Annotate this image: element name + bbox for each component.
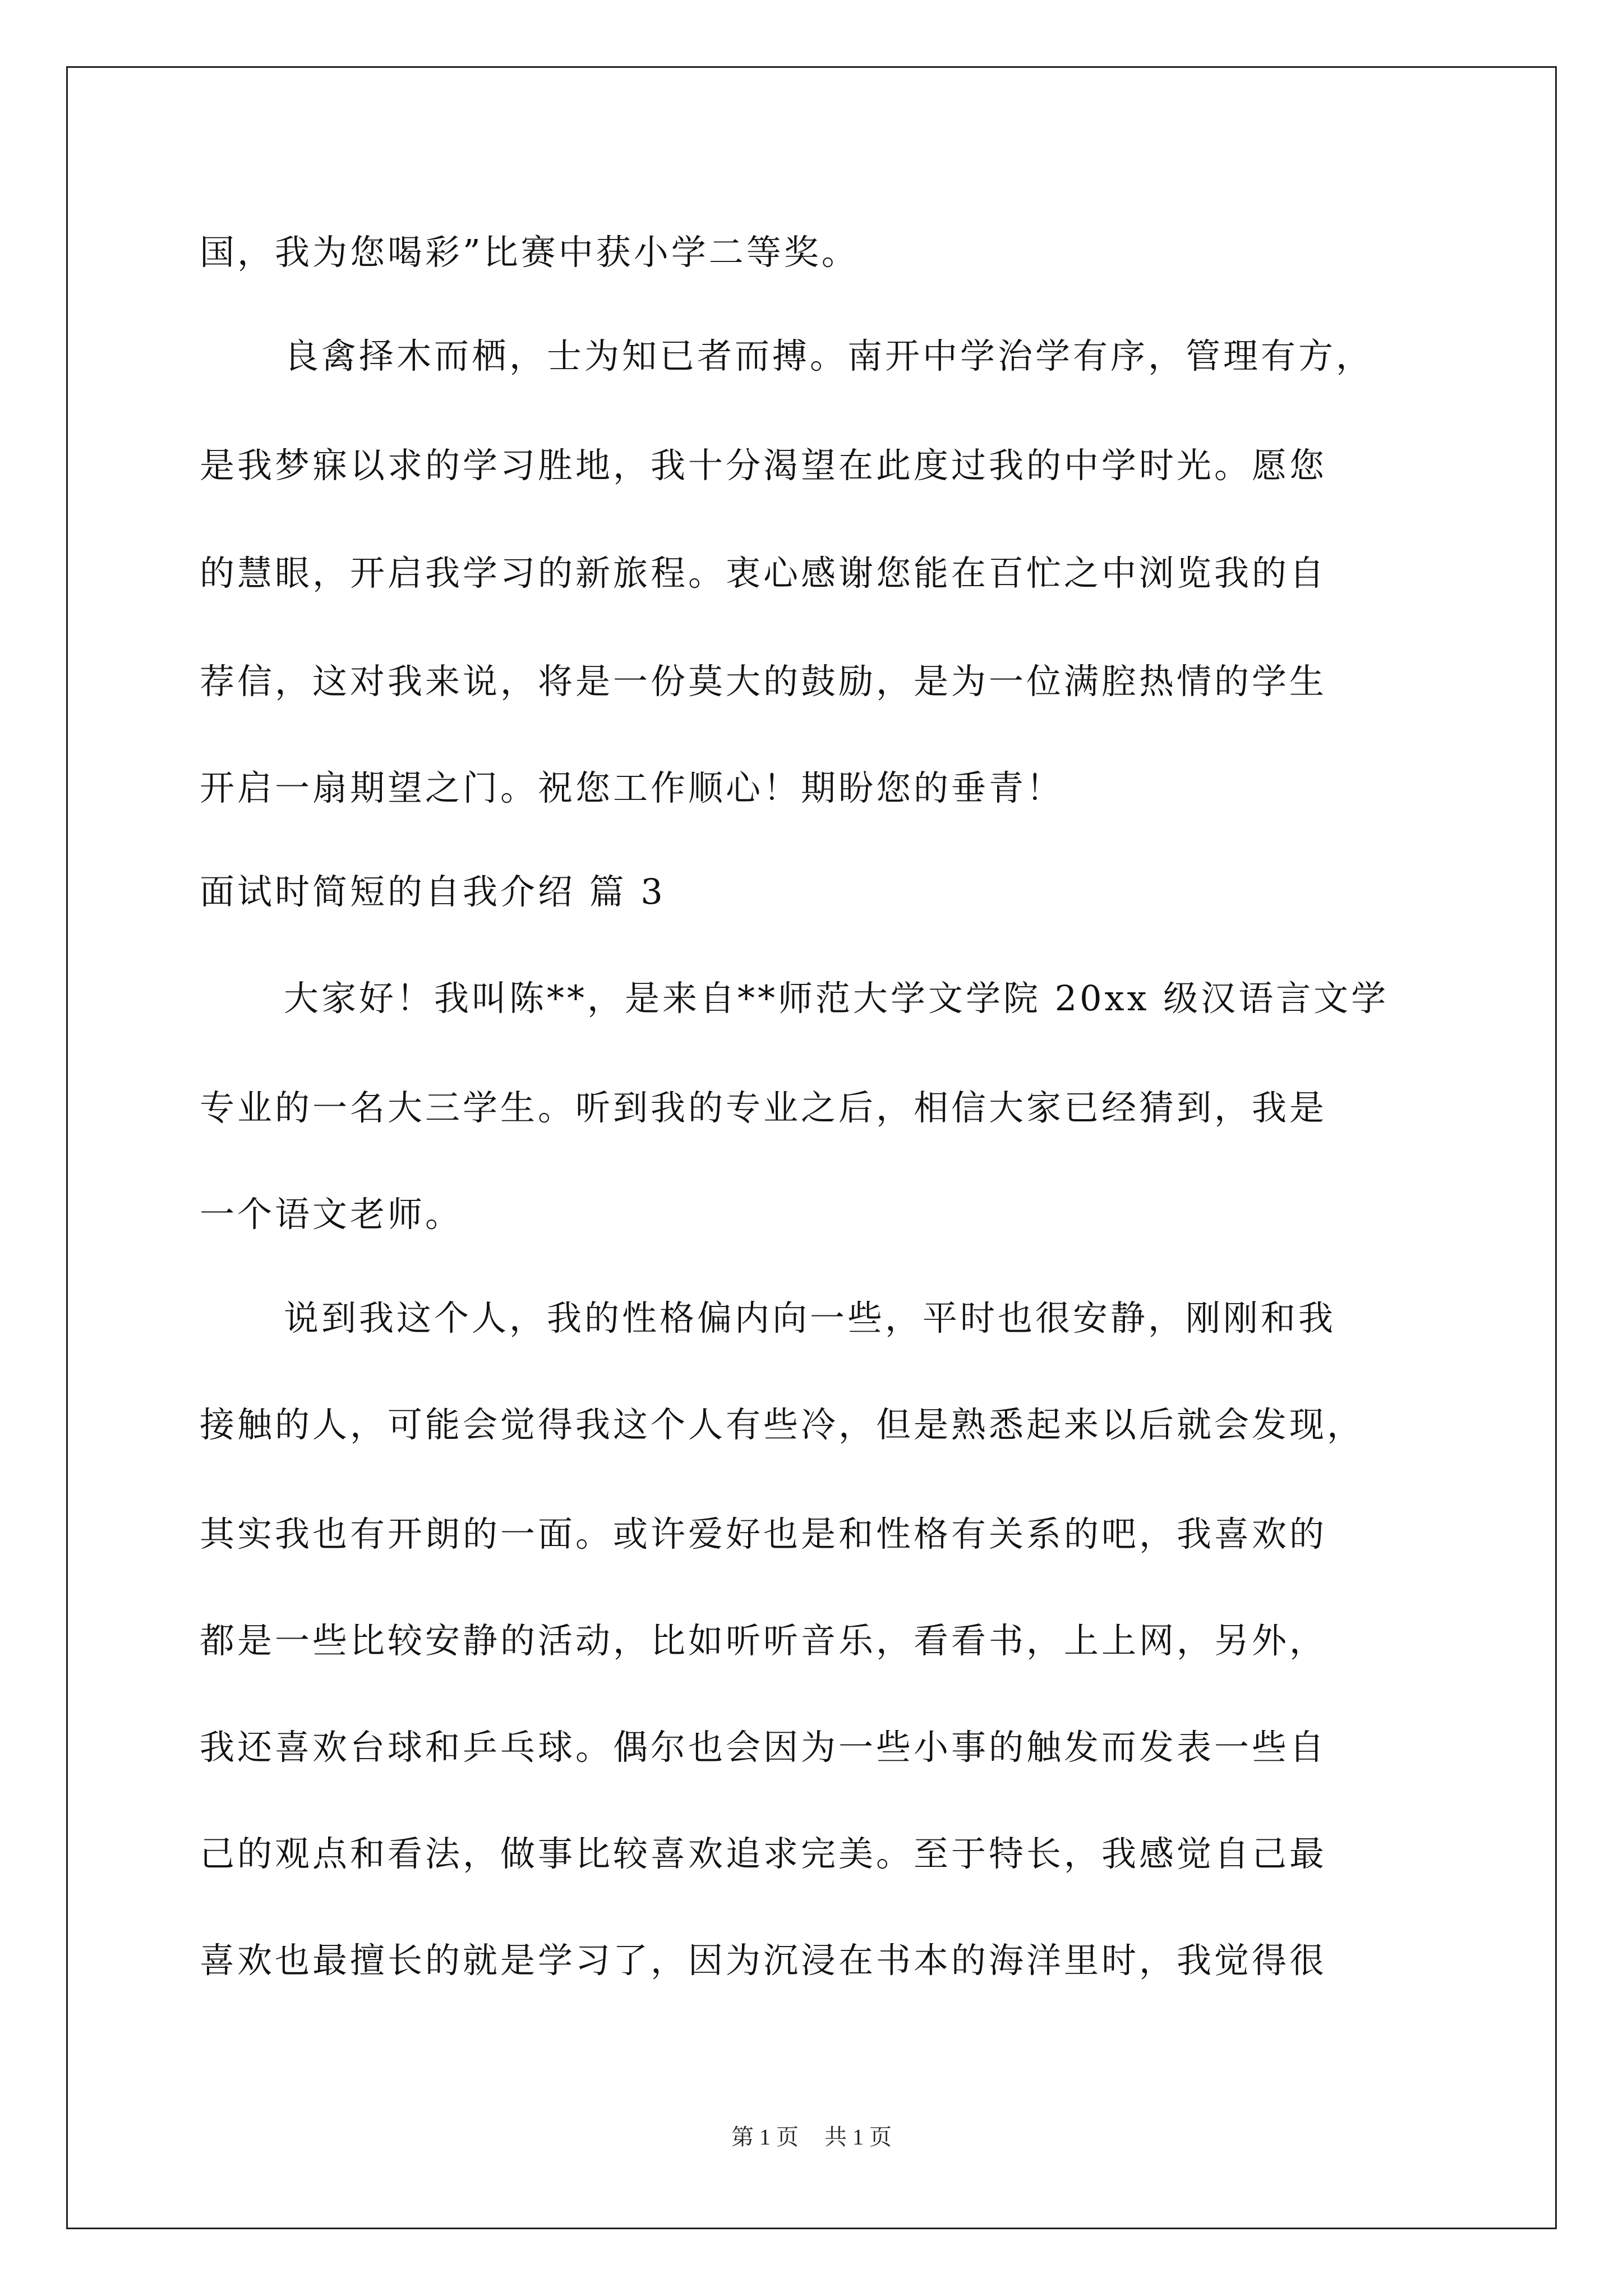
text-line: 都是一些比较安静的活动，比如听听音乐，看看书，上上网，另外， [200,1620,1327,1661]
text-line: 一个语文老师。 [200,1194,463,1235]
page-number: 第 1 页 [731,2124,799,2150]
text-line: 荐信，这对我来说，将是一份莫大的鼓励，是为一位满腔热情的学生 [200,661,1327,702]
text-line: 其实我也有开朗的一面。或许爱好也是和性格有关系的吧，我喜欢的 [200,1513,1327,1554]
paragraph-start: 良禽择木而栖，士为知已者而搏。南开中学治学有序，管理有方， [284,335,1374,376]
paragraph-start: 说到我这个人，我的性格偏内向一些，平时也很安静，刚刚和我 [284,1297,1336,1338]
text-line: 国，我为您喝彩”比赛中获小学二等奖。 [200,232,859,273]
page-border [66,66,1557,2229]
text-line: 专业的一名大三学生。听到我的专业之后，相信大家已经猜到，我是 [200,1087,1327,1128]
text-line: 的慧眼，开启我学习的新旅程。衷心感谢您能在百忙之中浏览我的自 [200,553,1327,593]
text-line: 己的观点和看法，做事比较喜欢追求完美。至于特长，我感觉自己最 [200,1833,1327,1874]
text-line: 喜欢也最擅长的就是学习了，因为沉浸在书本的海洋里时，我觉得很 [200,1940,1327,1981]
text-line: 开启一扇期望之门。祝您工作顺心！期盼您的垂青！ [200,767,1064,808]
page-footer [0,2123,1623,2151]
page-total: 共 1 页 [824,2124,892,2150]
text-line: 我还喜欢台球和乒乓球。偶尔也会因为一些小事的触发而发表一些自 [200,1727,1327,1768]
text-line: 接触的人，可能会觉得我这个人有些冷，但是熟悉起来以后就会发现， [200,1404,1365,1445]
section-heading: 面试时简短的自我介绍 篇 3 [200,871,666,912]
text-line: 是我梦寐以求的学习胜地，我十分渴望在此度过我的中学时光。愿您 [200,445,1327,486]
paragraph-start: 大家好！我叫陈**，是来自**师范大学文学院 20xx 级汉语言文学 [284,978,1389,1019]
